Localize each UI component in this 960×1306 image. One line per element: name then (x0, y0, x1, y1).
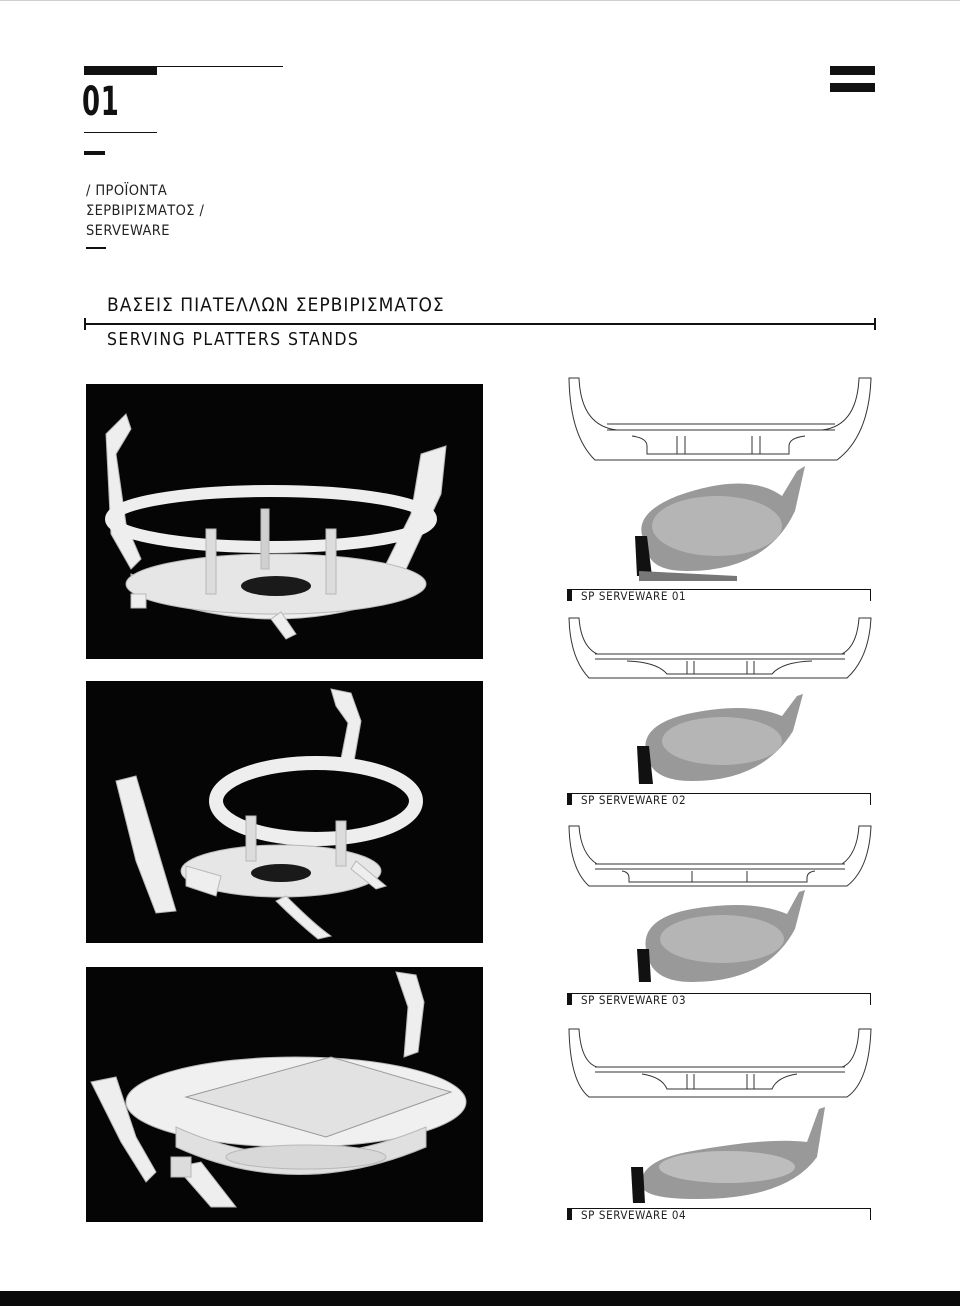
title-rule-tick-right (874, 318, 876, 330)
page-title-english: SERVING PLATTERS STANDS (107, 330, 360, 350)
product-label-2-text: SP SERVEWARE 02 (581, 793, 687, 807)
product-label-3-text: SP SERVEWARE 03 (581, 993, 687, 1007)
chapter-number: 01 (82, 79, 120, 125)
page-title-greek: ΒΑΣΕΙΣ ΠΙΑΤΕΛΛΩΝ ΣΕΡΒΙΡΙΣΜΑΤΟΣ (107, 294, 445, 316)
category-label (86, 181, 204, 241)
product-photo-3 (86, 967, 483, 1222)
product-label-2 (567, 793, 871, 807)
category-line-2: ΣΕΡΒΙΡΙΣΜΑΤΟΣ / (86, 203, 205, 219)
technical-drawing-2 (567, 616, 872, 786)
header-bar-thin (157, 66, 283, 67)
technical-drawing-4 (567, 1027, 872, 1205)
top-hairline (0, 0, 960, 1)
product-label-4 (567, 1208, 871, 1222)
header-bar-thick (84, 66, 157, 75)
category-line-1: / ΠΡΟΪΟΝΤΑ (86, 183, 168, 199)
chapter-underline (84, 132, 157, 133)
product-label-3 (567, 993, 871, 1007)
product-label-4-text: SP SERVEWARE 04 (581, 1208, 687, 1222)
product-label-1 (567, 589, 871, 603)
hamburger-menu-icon[interactable] (830, 66, 875, 92)
technical-drawing-1 (567, 376, 872, 581)
footer-bar (0, 1291, 960, 1306)
product-photo-2 (86, 681, 483, 943)
product-label-1-text: SP SERVEWARE 01 (581, 589, 687, 603)
category-dash (86, 247, 106, 249)
technical-drawing-3 (567, 824, 872, 984)
product-photo-1 (86, 384, 483, 659)
title-rule (84, 323, 876, 325)
chapter-dash (84, 151, 105, 155)
category-line-3: SERVEWARE (86, 223, 170, 239)
